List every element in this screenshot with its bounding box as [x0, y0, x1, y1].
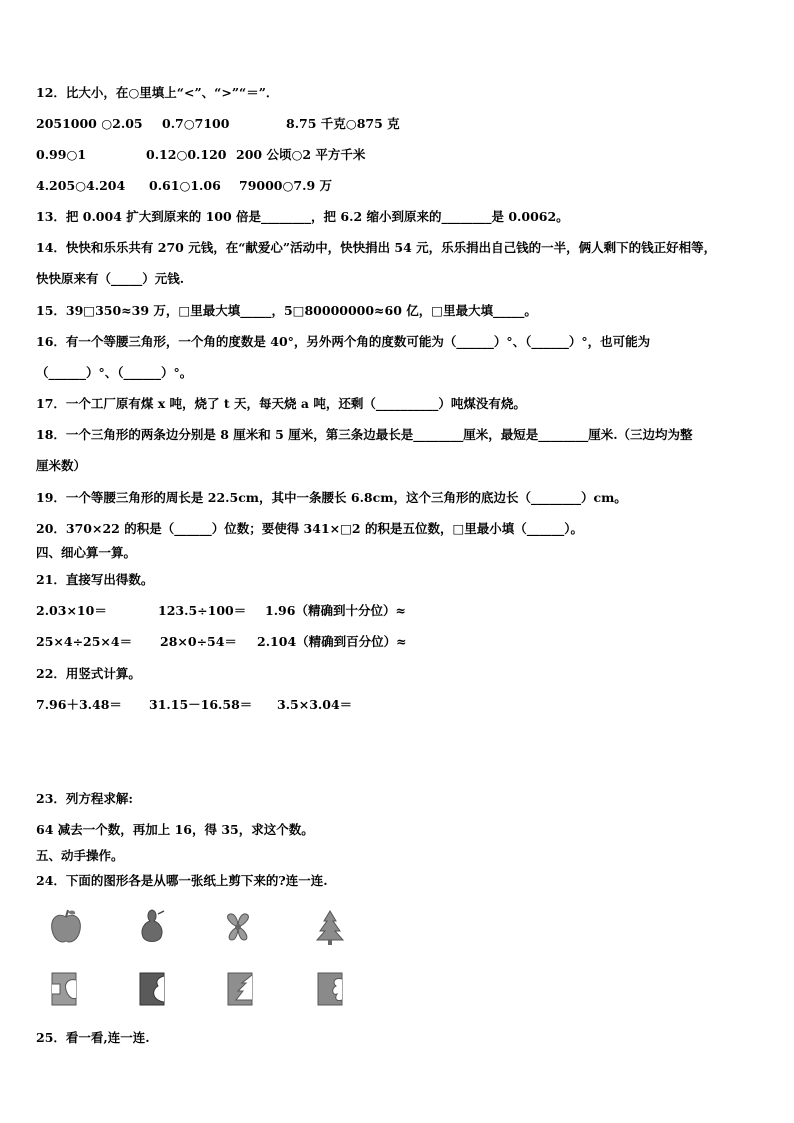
gourd-shape-icon[interactable]	[134, 908, 170, 946]
q21-item: 1.96（精确到十分位）≈	[265, 603, 406, 618]
q21-row-2	[36, 634, 764, 650]
paper-tree-cut-icon[interactable]	[222, 970, 258, 1008]
question-14: 14．快快和乐乐共有 270 元钱，在“献爱心”活动中，快快捐出 54 元，乐乐捐出自己钱的一半，俩人剩下的钱正好相等，	[36, 240, 717, 255]
q12-row-1	[36, 116, 764, 132]
question-14-cont: 快快原来有（_____）元钱.	[36, 271, 185, 286]
q22-item: 31.15－16.58＝	[149, 697, 253, 712]
question-18-cont: 厘米数）	[36, 458, 87, 473]
q22-item: 7.96＋3.48＝	[36, 697, 122, 712]
q12-row-2	[36, 147, 764, 163]
q12-item: 0.12○0.120	[146, 147, 227, 162]
q21-item: 25×4÷25×4＝	[36, 634, 133, 649]
question-18: 18．一个三角形的两条边分别是 8 厘米和 5 厘米，第三条边最长是________厘米，最短是________厘米.（三边均为整	[36, 427, 693, 442]
question-16-cont: （______）°、（______）°。	[36, 365, 193, 380]
tree-shape-icon[interactable]	[312, 908, 348, 946]
question-13: 13．把 0.004 扩大到原来的 100 倍是________，把 6.2 缩小到原来的________是 0.0062。	[36, 209, 569, 224]
q22-item: 3.5×3.04＝	[277, 697, 353, 712]
question-25: 25．看一看,连一连.	[36, 1030, 150, 1045]
question-23: 23．列方程求解:	[36, 791, 134, 806]
question-17: 17．一个工厂原有煤 x 吨，烧了 t 天，每天烧 a 吨，还剩（__________）吨煤没有烧。	[36, 396, 526, 411]
q21-item: 2.104（精确到百分位）≈	[257, 634, 407, 649]
question-19: 19．一个等腰三角形的周长是 22.5cm，其中一条腰长 6.8cm，这个三角形的底边长（________）cm。	[36, 490, 627, 505]
q12-item: 8.75 千克○875 克	[286, 116, 400, 131]
q21-item: 123.5÷100＝	[158, 603, 247, 618]
flower-shape-icon[interactable]	[220, 908, 256, 946]
paper-gourd-cut-icon[interactable]	[134, 970, 170, 1008]
q12-item: 2051000 ○2.05	[36, 116, 143, 131]
q12-item: 0.99○1	[36, 147, 87, 162]
q22-row-1	[36, 697, 764, 713]
q12-row-3	[36, 178, 764, 194]
q21-item: 2.03×10＝	[36, 603, 107, 618]
q12-item: 0.7○7100	[162, 116, 230, 131]
question-12: 12．比大小，在○里填上“<”、“>”“＝”．	[36, 85, 279, 100]
question-22: 22．用竖式计算。	[36, 666, 141, 681]
q12-item: 0.61○1.06	[149, 178, 221, 193]
question-21: 21．直接写出得数。	[36, 572, 154, 587]
question-20: 20．370×22 的积是（______）位数；要使得 341×□2 的积是五位数，□里最小填（______）。	[36, 521, 584, 536]
question-16: 16．有一个等腰三角形，一个角的度数是 40°，另外两个角的度数可能为（______）°、（______）°，也可能为	[36, 334, 651, 349]
q12-item: 4.205○4.204	[36, 178, 126, 193]
q21-row-1	[36, 603, 764, 619]
question-24: 24．下面的图形各是从哪一张纸上剪下来的?连一连.	[36, 873, 328, 888]
section-4-heading: 四、细心算一算。	[36, 545, 137, 560]
question-23-text: 64 减去一个数，再加上 16，得 35，求这个数。	[36, 822, 314, 837]
question-15: 15．39□350≈39 万，□里最大填_____，5□80000000≈60 亿，□里最大填_____。	[36, 303, 537, 318]
paper-apple-cut-icon[interactable]	[46, 970, 82, 1008]
paper-flower-cut-icon[interactable]	[312, 970, 348, 1008]
q12-item: 79000○7.9 万	[239, 178, 332, 193]
q21-item: 28×0÷54＝	[160, 634, 237, 649]
q12-item: 200 公顷○2 平方千米	[236, 147, 366, 162]
section-5-heading: 五、动手操作。	[36, 848, 124, 863]
apple-shape-icon[interactable]	[48, 908, 84, 946]
